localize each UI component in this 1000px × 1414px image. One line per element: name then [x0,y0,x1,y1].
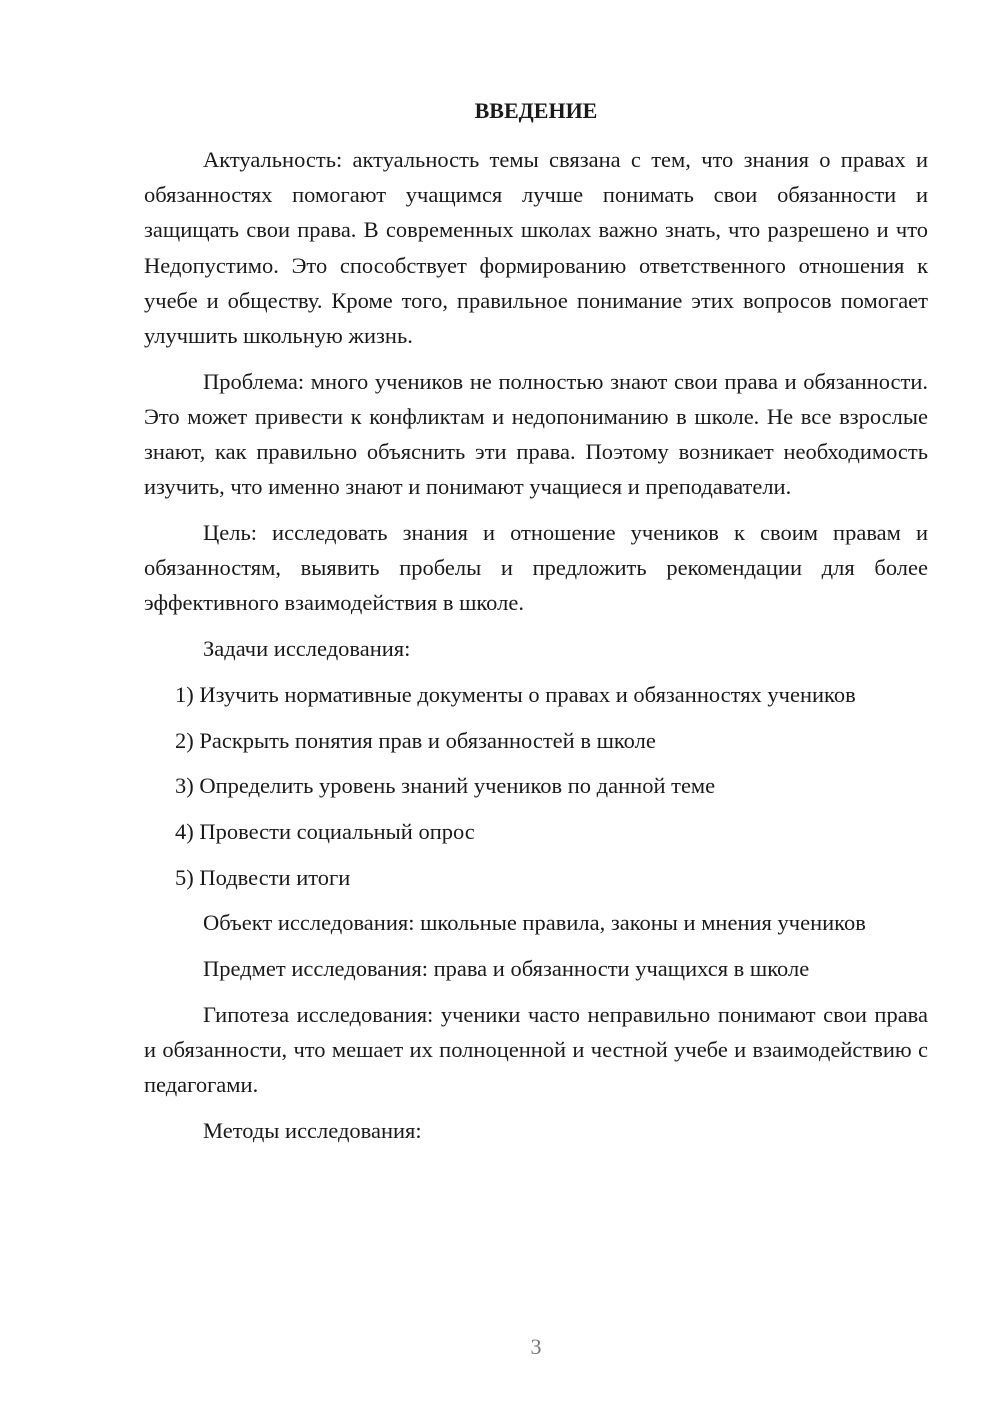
problem-paragraph: Проблема: много учеников не полностью знают свои права и обязанности. Это может привести к конфликтам и недопониманию в школе. Не все взрослые знают, как правильно объяснить эти права. Поэтому возникает необходимость изучить, что именно знают и понимают учащиеся и преподаватели. [144,368,928,500]
subject-paragraph: Предмет исследования: права и обязанности учащихся в школе [203,956,810,982]
tasks-list [144,677,928,895]
task-item: 4) Провести социальный опрос [175,818,475,844]
page-content [144,142,928,1159]
hypothesis-paragraph: Гипотеза исследования: ученики часто неправильно понимают свои права и обязанности, что мешает их полноценной и честной учебе и взаимодействию с педагогами. [144,1001,928,1098]
task-item: 1) Изучить нормативные документы о правах и обязанностях учеников [175,681,856,707]
goal-paragraph: Цель: исследовать знания и отношение учеников к своим правам и обязанностям, выявить пробелы и предложить рекомендации для более эффективного взаимодействия в школе. [144,520,928,616]
section-heading: ВВЕДЕНИЕ [474,98,598,123]
methods-paragraph: Методы исследования: [203,1117,422,1143]
relevance-paragraph: Актуальность: актуальность темы связана с тем, что знания о правах и обязанностях помогают учащимся лучше понимать свои обязанности и защищать свои права. В современных школах важно знать, что разрешено и что Недопустимо. Это способствует формированию ответственного отношения к учебе и обществу. Кроме того, правильное понимание этих вопросов помогает улучшить школьную жизнь. [144,147,928,349]
task-item: 5) Подвести итоги [175,864,351,890]
task-item: 2) Раскрыть понятия прав и обязанностей в школе [175,727,656,753]
object-paragraph: Объект исследования: школьные правила, законы и мнения учеников [203,910,866,936]
task-item: 3) Определить уровень знаний учеников по данной теме [175,773,716,799]
page-number: 3 [530,1334,542,1359]
tasks-title: Задачи исследования: [203,636,411,662]
